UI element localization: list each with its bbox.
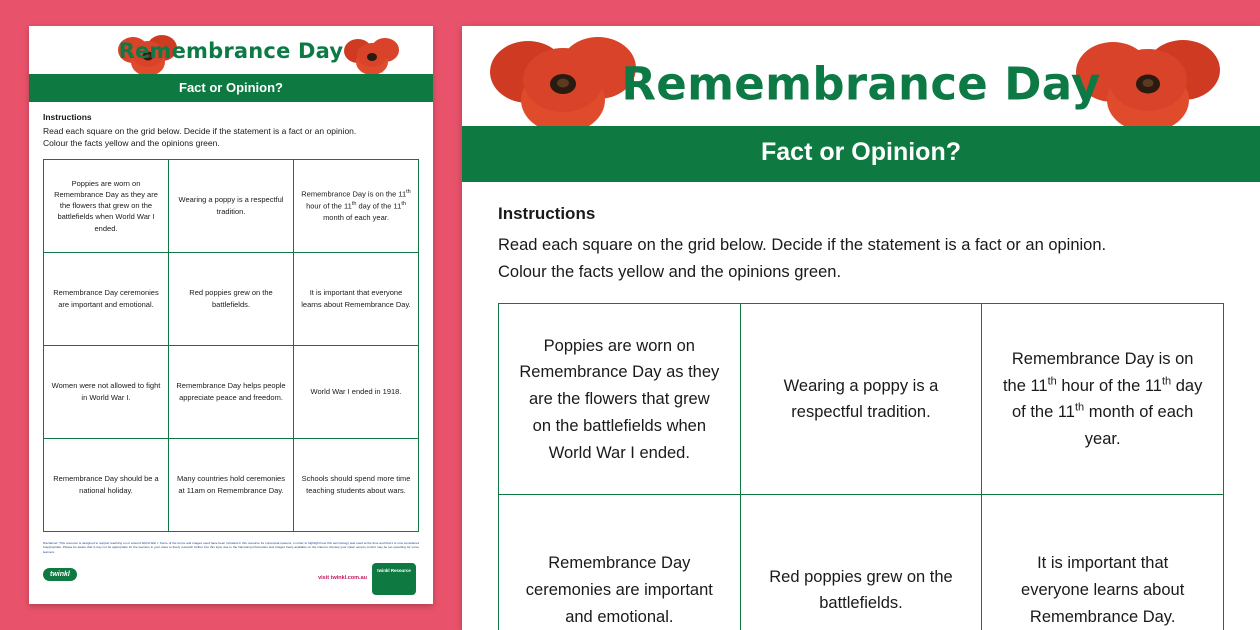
table-row <box>44 438 419 531</box>
twinkl-badge: twinkl Resource <box>372 563 416 595</box>
page-subtitle: Fact or Opinion? <box>462 126 1260 182</box>
grid-cell[interactable]: Schools should spend more time teaching students about wars. <box>294 438 419 531</box>
time-sup-3: th <box>401 201 406 207</box>
grid-cell[interactable]: Wearing a poppy is a respectful tradition. <box>740 304 982 495</box>
time-part-2: hour of the 11 <box>1056 376 1162 395</box>
grid-cell[interactable]: Remembrance Day ceremonies are important and emotional. <box>44 252 169 345</box>
page-subtitle: Fact or Opinion? <box>29 74 433 102</box>
instructions-line-2: Colour the facts yellow and the opinions green. <box>498 262 842 281</box>
grid-cell[interactable]: Remembrance Day should be a national holiday. <box>44 438 169 531</box>
visit-link[interactable]: visit twinkl.com.au <box>318 575 367 582</box>
time-part-1: Remembrance Day is on the 11 <box>301 189 407 199</box>
time-sup-2: th <box>1161 375 1172 388</box>
page-title: Remembrance Day <box>621 57 1101 111</box>
table-row <box>44 252 419 345</box>
grid-cell-time[interactable] <box>982 304 1224 495</box>
worksheet-thumbnail[interactable] <box>29 26 433 604</box>
preview-body <box>462 182 1260 630</box>
thumbnail-header <box>29 26 433 74</box>
grid-cell[interactable]: Women were not allowed to fight in World War I. <box>44 345 169 438</box>
grid-cell[interactable]: Wearing a poppy is a respectful tradition. <box>169 159 294 252</box>
grid-cell[interactable]: It is important that everyone learns about Remembrance Day. <box>982 495 1224 630</box>
thumbnail-footer <box>43 562 419 596</box>
disclaimer-text: Disclaimer: This resource is designed to support teaching on or around World War I. Some of the terms and images used have been included in this resource for contextual reasons, in order to highlight how this terminology was used at the time and that it is now considered inappropriate. Please be aware that it may not be appropriate for the learners in your class to freely research further into this topic due to the harrowing information and images freely available on the internet. Review your class’ access control may be too upsetting for some learners. <box>43 540 419 554</box>
time-sup-2: th <box>351 201 357 207</box>
preview-header <box>462 26 1260 126</box>
statement-grid <box>498 303 1224 630</box>
table-row <box>44 345 419 438</box>
statement-grid <box>43 159 419 532</box>
time-part-4: month of each year. <box>323 212 389 222</box>
grid-cell[interactable]: It is important that everyone learns about Remembrance Day. <box>294 252 419 345</box>
grid-cell[interactable]: Poppies are worn on Remembrance Day as they are the flowers that grew on the battlefields when World War I ended. <box>44 159 169 252</box>
time-sup-3: th <box>1074 401 1085 414</box>
instructions-heading: Instructions <box>43 112 92 122</box>
grid-cell[interactable]: Red poppies grew on the battlefields. <box>169 252 294 345</box>
instructions-line-1: Read each square on the grid below. Decide if the statement is a fact or an opinion. <box>43 126 357 136</box>
time-part-1: Remembrance Day is on the 11 <box>1002 350 1194 395</box>
instructions-heading: Instructions <box>498 204 596 223</box>
table-row <box>499 304 1224 495</box>
thumbnail-body <box>29 102 433 596</box>
grid-cell[interactable]: Red poppies grew on the battlefields. <box>740 495 982 630</box>
instructions-line-1: Read each square on the grid below. Decide if the statement is a fact or an opinion. <box>498 236 1107 254</box>
time-part-2: hour of the 11 <box>306 201 352 211</box>
grid-cell[interactable]: World War I ended in 1918. <box>294 345 419 438</box>
grid-cell[interactable]: Remembrance Day helps people appreciate peace and freedom. <box>169 345 294 438</box>
worksheet-preview[interactable] <box>462 26 1260 630</box>
grid-cell[interactable]: Poppies are worn on Remembrance Day as they are the flowers that grew on the battlefields when World War I ended. <box>499 304 741 495</box>
grid-cell[interactable]: Many countries hold ceremonies at 11am on Remembrance Day. <box>169 438 294 531</box>
grid-cell-time[interactable] <box>294 159 419 252</box>
time-sup-1: th <box>1047 375 1057 388</box>
time-part-3: day of the 11 <box>356 201 402 211</box>
table-row <box>499 495 1224 630</box>
table-row <box>44 159 419 252</box>
time-sup-1: th <box>406 189 411 196</box>
twinkl-logo[interactable]: twinkl <box>43 568 77 581</box>
time-part-4: month of each year. <box>1084 403 1194 449</box>
time-part-3: day of the 11 <box>1011 376 1203 422</box>
page-title: Remembrance Day <box>118 39 344 63</box>
grid-cell[interactable]: Remembrance Day ceremonies are important and emotional. <box>499 495 741 630</box>
instructions-line-2: Colour the facts yellow and the opinions green. <box>43 138 220 149</box>
